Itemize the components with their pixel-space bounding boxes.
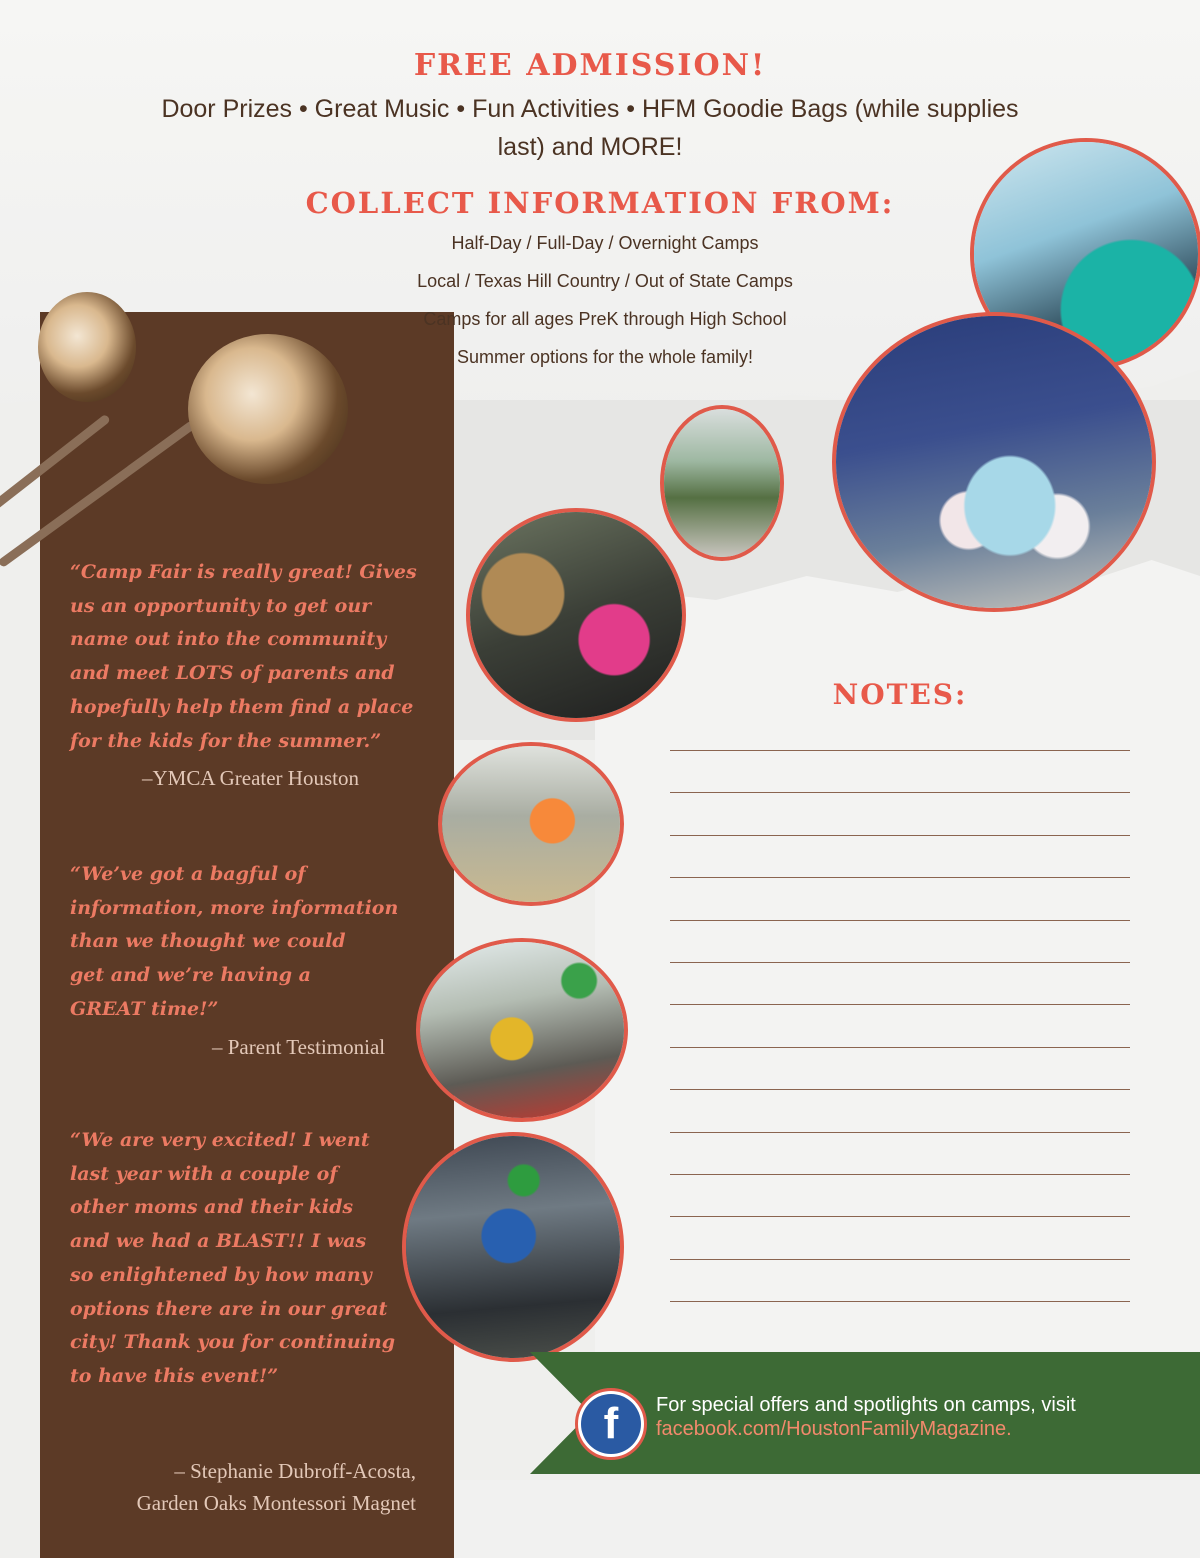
list-item: Half-Day / Full-Day / Overnight Camps (451, 233, 759, 253)
princess-kids-photo (832, 312, 1156, 612)
testimonial-quote-stephanie: “We are very excited! I went last year with a couple of other moms and their kids and we had a BLAST!! I was so enlightened by how many options there are in our great city! Thank you for continuing to have this event!” (70, 1129, 396, 1387)
notes-heading: NOTES: (832, 678, 968, 711)
testimonial-quote-parent: “We’ve got a bagful of information, more information than we thought we could get and we’re having a GREAT time!” (70, 863, 399, 1020)
note-line (670, 1259, 1130, 1260)
list-item: Local / Texas Hill Country / Out of State Camps (417, 271, 793, 291)
note-line (670, 877, 1130, 878)
booths-balloons-photo (416, 938, 628, 1122)
list-item: Camps for all ages PreK through High School (423, 309, 787, 329)
list-item: Summer options for the whole family! (456, 347, 754, 367)
testimonial-attribution-stephanie: – Stephanie Dubroff-Acosta, Garden Oaks Montessori Magnet (136, 1459, 416, 1515)
fair-crowd-photo (660, 405, 784, 561)
testimonial-attribution-parent: – Parent Testimonial (212, 1035, 386, 1059)
note-line (670, 920, 1130, 921)
note-line (670, 1216, 1130, 1217)
testimonial-attribution-ymca: –YMCA Greater Houston (142, 766, 359, 790)
free-admission-heading: FREE ADMISSION! (413, 48, 767, 83)
note-line (670, 792, 1130, 793)
note-line (670, 1089, 1130, 1090)
facebook-icon[interactable] (575, 1388, 647, 1460)
note-line (670, 835, 1130, 836)
visitors-booth-photo (402, 1132, 624, 1362)
facebook-promo-text (656, 1393, 1176, 1441)
facebook-logo-letter: f (581, 1394, 641, 1454)
admission-perks: Door Prizes • Great Music • Fun Activities • HFM Goodie Bags (while supplies last) and MORE! (161, 95, 1019, 161)
collect-info-heading: COLLECT INFORMATION FROM: (305, 186, 895, 220)
fish-mascot-photo (438, 742, 624, 906)
note-line (670, 750, 1130, 751)
note-line (670, 1301, 1130, 1302)
facebook-link[interactable]: facebook.com/HoustonFamilyMagazine. (656, 1418, 1012, 1440)
torn-paper-bottom (450, 1480, 1200, 1558)
girl-at-booth-photo (466, 508, 686, 722)
camp-types-list (300, 228, 910, 380)
note-line (670, 1004, 1130, 1005)
testimonial-quote-ymca: “Camp Fair is really great! Gives us an opportunity to get our name out into the community and meet LOTS of parents and hopefully help them find a place for the kids for the summer.” (70, 561, 417, 752)
facebook-promo-message: For special offers and spotlights on camps, visit (656, 1394, 1076, 1416)
note-line (670, 1132, 1130, 1133)
note-line (670, 1174, 1130, 1175)
note-line (670, 1047, 1130, 1048)
note-line (670, 962, 1130, 963)
